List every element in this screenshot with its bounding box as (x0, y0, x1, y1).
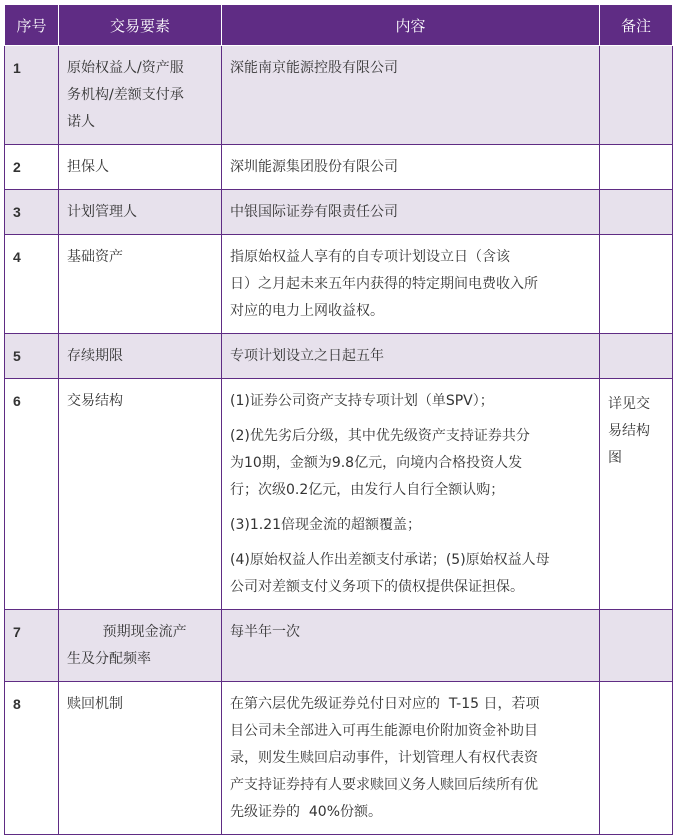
content-line: (2)优先劣后分级，其中优先级资产支持证券共分 (230, 428, 530, 444)
remark-cell (600, 610, 673, 682)
content-paragraph (230, 547, 591, 601)
table-row (5, 379, 673, 610)
table-row (5, 682, 673, 835)
content-paragraph (230, 244, 591, 325)
content-line: 对应的电力上网收益权。 (230, 303, 384, 319)
content-line: 日）之月起未来五年内获得的特定期间电费收入所 (230, 276, 538, 292)
table-row (5, 190, 673, 235)
content-paragraph (230, 199, 591, 226)
row-number: 1 (5, 46, 59, 145)
element-name-cell (59, 334, 222, 379)
element-name-line: 基础资产 (67, 249, 123, 265)
content-cell (222, 379, 600, 610)
element-name-line: 诺人 (67, 114, 95, 130)
element-name-line: 担保人 (67, 159, 109, 175)
element-name-cell (59, 145, 222, 190)
table-body (5, 46, 673, 835)
content-paragraph (230, 343, 591, 370)
element-name-cell (59, 610, 222, 682)
element-name-line: 原始权益人/资产服 (67, 60, 184, 76)
element-name-cell (59, 190, 222, 235)
element-name-line: 赎回机制 (67, 696, 123, 712)
content-paragraph (230, 619, 591, 646)
remark-cell (600, 46, 673, 145)
element-name-line: 生及分配频率 (67, 651, 151, 667)
remark-line: 详见交 (608, 396, 650, 412)
header-content: 内容 (222, 5, 600, 46)
content-line: (3)1.21倍现金流的超额覆盖； (230, 517, 422, 533)
element-name-line: 预期现金流产 (67, 624, 187, 640)
content-cell (222, 682, 600, 835)
table-header-row (5, 5, 673, 46)
element-name-line: 存续期限 (67, 348, 123, 364)
row-number: 3 (5, 190, 59, 235)
content-line: 录，则发生赎回启动事件，计划管理人有权代表资 (230, 750, 538, 766)
element-name-line: 计划管理人 (67, 204, 137, 220)
remark-cell (600, 190, 673, 235)
header-item: 交易要素 (59, 5, 222, 46)
row-number: 7 (5, 610, 59, 682)
content-line: 公司对差额支付义务项下的债权提供保证担保。 (230, 579, 524, 595)
content-line: (4)原始权益人作出差额支付承诺；(5)原始权益人母 (230, 552, 550, 568)
content-line: 为10期，金额为9.8亿元，向境内合格投资人发 (230, 455, 523, 471)
element-name-line: 交易结构 (67, 393, 123, 409)
remark-line: 易结构 (608, 423, 650, 439)
content-cell (222, 334, 600, 379)
content-line: 专项计划设立之日起五年 (230, 348, 384, 364)
content-paragraph (230, 55, 591, 82)
content-line: 先级证券的 40%份额。 (230, 804, 383, 820)
table-row (5, 145, 673, 190)
row-number: 8 (5, 682, 59, 835)
element-name-line: 务机构/差额支付承 (67, 87, 184, 103)
remark-cell (600, 334, 673, 379)
content-paragraph (230, 423, 591, 504)
content-line: 行；次级0.2亿元，由发行人自行全额认购； (230, 482, 505, 498)
content-line: 产支持证券持有人要求赎回义务人赎回后续所有优 (230, 777, 538, 793)
content-line: 中银国际证券有限责任公司 (230, 204, 398, 220)
content-cell (222, 190, 600, 235)
content-paragraph (230, 691, 591, 826)
content-line: (1)证券公司资产支持专项计划（单SPV）； (230, 393, 494, 409)
remark-line: 图 (608, 450, 622, 466)
table-row (5, 46, 673, 145)
row-number: 4 (5, 235, 59, 334)
content-cell (222, 235, 600, 334)
content-cell (222, 46, 600, 145)
remark-cell (600, 682, 673, 835)
content-paragraph (230, 512, 591, 539)
content-paragraph (230, 388, 591, 415)
remark-cell (600, 379, 673, 610)
content-line: 深圳能源集团股份有限公司 (230, 159, 398, 175)
content-cell (222, 145, 600, 190)
table-row (5, 610, 673, 682)
content-paragraph (230, 154, 591, 181)
header-remark: 备注 (600, 5, 673, 46)
element-name-cell (59, 46, 222, 145)
transaction-elements-table (4, 4, 673, 835)
row-number: 6 (5, 379, 59, 610)
content-line: 深能南京能源控股有限公司 (230, 60, 398, 76)
element-name-cell (59, 379, 222, 610)
header-no: 序号 (5, 5, 59, 46)
table-row (5, 334, 673, 379)
row-number: 2 (5, 145, 59, 190)
table-row (5, 235, 673, 334)
content-line: 在第六层优先级证券兑付日对应的 T-15 日，若项 (230, 696, 540, 712)
element-name-cell (59, 682, 222, 835)
content-line: 指原始权益人享有的自专项计划设立日（含该 (230, 249, 510, 265)
content-cell (222, 610, 600, 682)
content-line: 每半年一次 (230, 624, 300, 640)
content-line: 目公司未全部进入可再生能源电价附加资金补助目 (230, 723, 538, 739)
row-number: 5 (5, 334, 59, 379)
element-name-cell (59, 235, 222, 334)
remark-cell (600, 145, 673, 190)
remark-cell (600, 235, 673, 334)
